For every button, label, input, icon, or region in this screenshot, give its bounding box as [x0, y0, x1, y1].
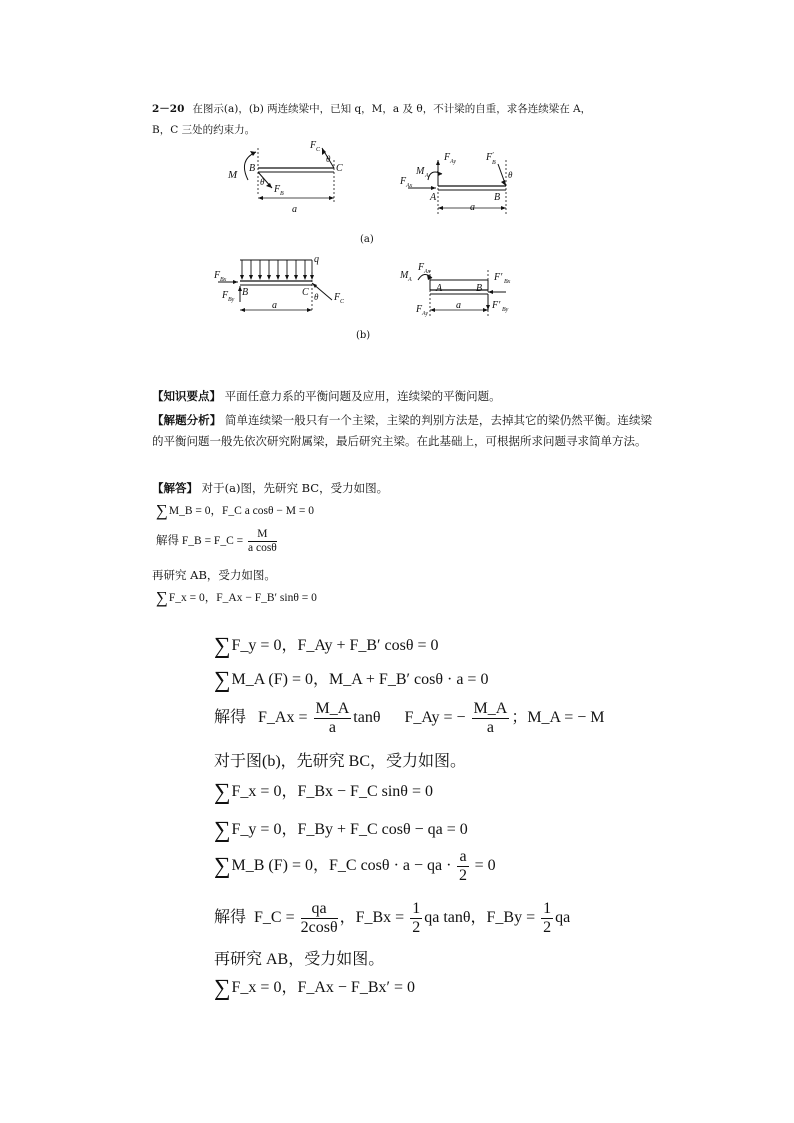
label-FB-prime-mark: ′ — [492, 151, 494, 159]
label-FAx: F — [400, 176, 407, 187]
label-FBx: F — [214, 270, 221, 281]
problem-number: 2－20 — [152, 103, 185, 115]
equation-3: ∑F_y = 0，F_Ay + F_B′ cosθ = 0 — [214, 632, 439, 659]
label-FBy-prime-sub: By — [502, 307, 509, 313]
answer-intro-text: 对于(a)图，先研究 BC，受力如图。 — [201, 481, 389, 495]
label-MA-sub: A — [408, 277, 412, 283]
label-FC: F — [334, 292, 341, 303]
label-MA: M — [400, 270, 409, 281]
label-a: a — [470, 202, 475, 213]
analysis-tag: 【解题分析】 — [152, 413, 222, 427]
label-a: a — [456, 300, 461, 311]
label-FAy: F — [444, 152, 451, 163]
label-theta: θ — [508, 170, 513, 180]
knowledge-text: 平面任意力系的平衡问题及应用，连续梁的平衡问题。 — [224, 389, 501, 403]
label-FAx-sub: Ax — [406, 183, 413, 189]
equation-8: ∑F_x = 0，F_Ax − F_Bx′ = 0 — [214, 974, 416, 1001]
label-C: C — [302, 287, 309, 298]
label-C: C — [336, 163, 343, 174]
answer-intro — [152, 478, 388, 499]
label-FAx: F — [418, 262, 425, 273]
equation-6: ∑F_y = 0，F_By + F_C cosθ − qa = 0 — [214, 816, 468, 843]
label-FBx-prime: F′ — [494, 272, 503, 283]
knowledge-tag: 【知识要点】 — [152, 389, 221, 403]
figure-b-caption: (b) — [356, 330, 371, 341]
label-a: a — [272, 300, 277, 311]
label-FB-prime: F — [486, 152, 493, 163]
intro-b: 对于图(b)，先研究 BC，受力如图。 — [214, 753, 467, 770]
figure-b-left — [210, 252, 360, 322]
figure-a-left — [222, 140, 362, 230]
equation-1: ∑M_B = 0，F_C a cosθ − M = 0 — [156, 501, 314, 520]
label-FBy: F — [222, 290, 229, 301]
label-FC-sub: C — [316, 147, 321, 153]
label-FAy-sub: Ay — [422, 311, 428, 317]
label-B: B — [476, 283, 483, 294]
solution-1: 解得 F_B = F_C = $\frac{M}{\text{a cosθ}}$ — [156, 528, 277, 554]
label-B: B — [242, 287, 249, 298]
label-FAx-sub: Ax — [424, 269, 431, 275]
label-A: A — [430, 192, 437, 203]
figure-b-right — [396, 260, 526, 324]
figure-a-caption: (a) — [360, 234, 374, 245]
knowledge-points — [152, 386, 652, 407]
label-FC: F — [310, 140, 317, 151]
solution-2: 解得 F_Ax = $\frac{M\_A}{a}$ tanθ F_Ay = − $\frac{M\_A}{a}$ ；M_A = − M — [214, 700, 605, 736]
figure-a-right — [398, 148, 528, 228]
label-theta-2: θ — [326, 154, 331, 164]
label-q: q — [314, 254, 319, 265]
label-FBy-prime: F′ — [492, 300, 501, 311]
answer-tag: 【解答】 — [152, 481, 198, 495]
label-FBx-prime-sub: Bx — [504, 279, 511, 285]
label-FAy: F — [416, 304, 423, 315]
analysis-text: 简单连续梁一般只有一个主梁，主梁的判别方法是，去掉其它的梁仍然平衡。连续梁的平衡问题一般先依次研究附属梁，最后研究主梁。在此基础上，可根据所求问题寻求简单方法。 — [152, 413, 653, 448]
equation-2: ∑F_x = 0，F_Ax − F_B′ sinθ = 0 — [156, 588, 317, 607]
label-theta-1: θ — [260, 177, 265, 187]
label-MA-sub: A — [425, 173, 429, 179]
label-FC-sub: C — [340, 299, 345, 305]
then-study-ab: 再研究 AB，受力如图。 — [152, 568, 276, 582]
label-B: B — [494, 192, 501, 203]
label-B: B — [249, 163, 256, 174]
label-theta: θ — [314, 292, 319, 302]
label-MA: M — [416, 166, 425, 177]
then-study-ab-2: 再研究 AB，受力如图。 — [214, 951, 385, 968]
equation-5: ∑F_x = 0，F_Bx − F_C sinθ = 0 — [214, 778, 433, 805]
problem-statement — [152, 99, 602, 141]
label-FAy-sub: Ay — [450, 159, 456, 165]
problem-text: 在图示(a)，(b) 两连续梁中，已知 q，M，a 及 θ，不计梁的自重，求各连续梁在 A，B，C 三处的约束力。 — [152, 103, 592, 136]
label-FBy-sub: By — [228, 297, 235, 303]
label-FB-sub: B — [280, 191, 284, 197]
equation-4: ∑M_A (F) = 0，M_A + F_B′ cosθ · a = 0 — [214, 666, 489, 693]
label-FBx-sub: Bx — [220, 277, 227, 283]
equation-7: ∑M_B (F) = 0，F_C cosθ · a − qa · $\frac{a}{2}$ = 0 — [214, 848, 496, 884]
solution-3: 解得 F_C = $\frac{qa}{2\cos\theta}$ ，F_Bx = $\frac{1}{2}$ qa tanθ，F_By = $\frac{1}{2}$ qa — [214, 900, 571, 936]
label-A: A — [436, 283, 443, 294]
label-FB: F — [274, 184, 281, 195]
label-FB-prime-sub: B — [492, 160, 496, 166]
analysis — [152, 410, 652, 452]
label-a: a — [292, 204, 297, 215]
label-M: M — [228, 169, 238, 181]
